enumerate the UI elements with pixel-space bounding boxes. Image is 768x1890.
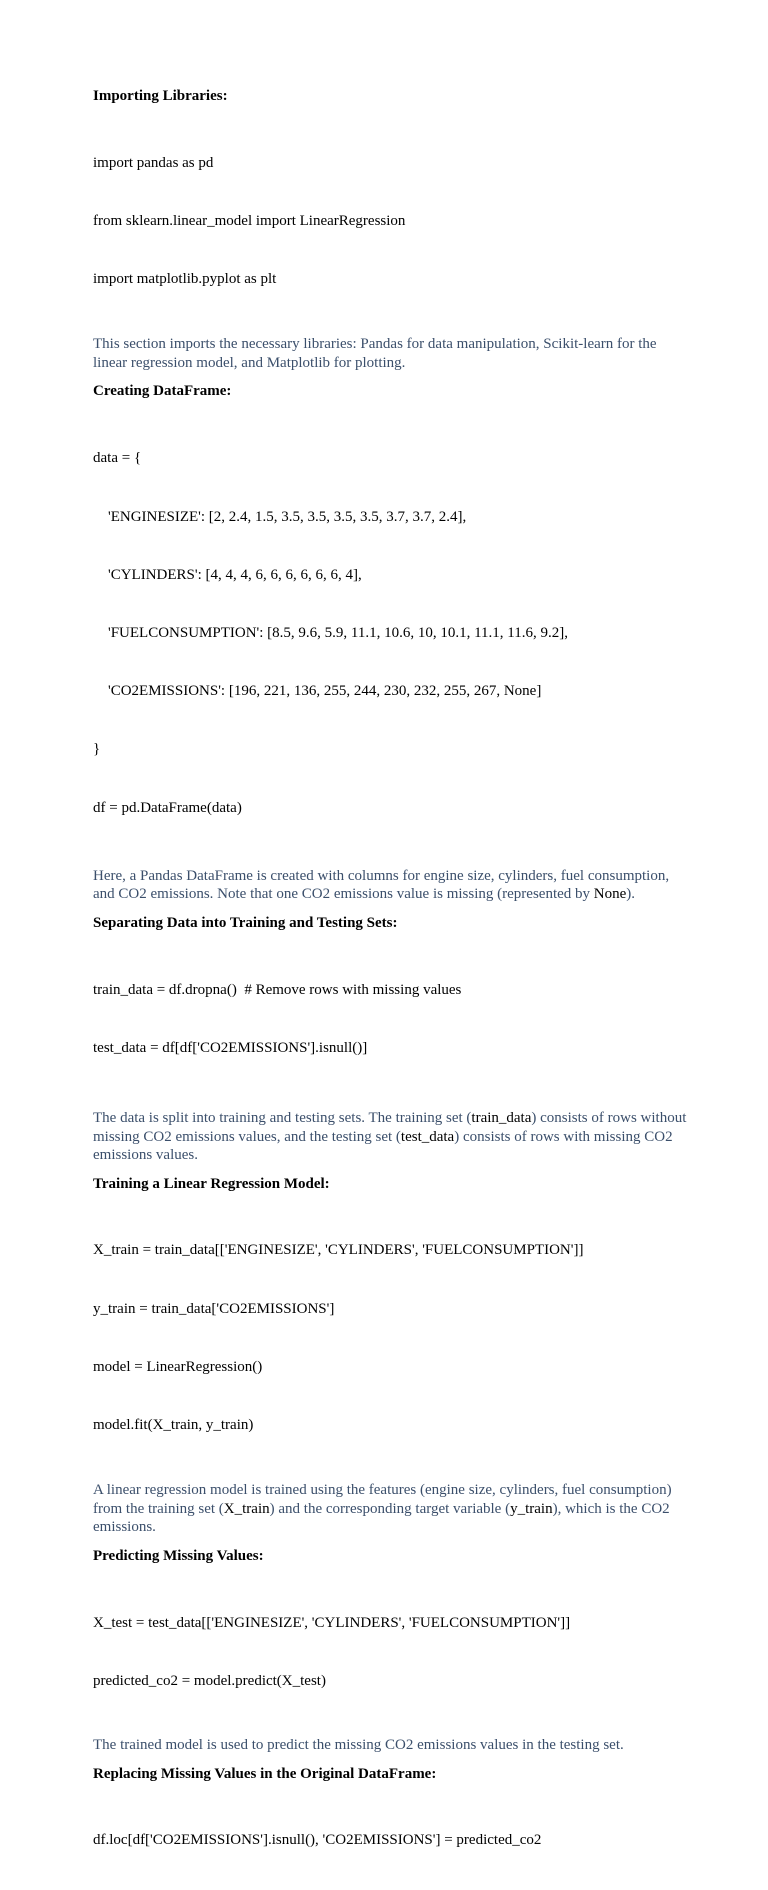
section-heading-importing-libraries: Importing Libraries:	[93, 88, 228, 104]
code-line: df = pd.DataFrame(data)	[93, 799, 242, 816]
code-line: test_data = df[df['CO2EMISSIONS'].isnull()]	[93, 1039, 368, 1056]
code-line: predicted_co2 = model.predict(X_test)	[93, 1672, 326, 1689]
document-page	[93, 87, 693, 1890]
code-block-split	[93, 942, 693, 1097]
code-line: X_test = test_data[['ENGINESIZE', 'CYLINDERS', 'FUELCONSUMPTION']]	[93, 1614, 571, 1631]
section-heading-separating-data: Separating Data into Training and Testing Sets:	[93, 914, 398, 931]
description-text: ).	[626, 886, 636, 903]
code-line: 'ENGINESIZE': [2, 2.4, 1.5, 3.5, 3.5, 3.5, 3.5, 3.7, 3.7, 2.4],	[93, 508, 467, 525]
inline-code: None	[593, 886, 627, 903]
code-line: train_data = df.dropna() # Remove rows with missing values	[93, 981, 462, 998]
section-description: The trained model is used to predict the missing CO2 emissions values in the testing set.	[93, 1737, 624, 1753]
code-line: X_train = train_data[['ENGINESIZE', 'CYLINDERS', 'FUELCONSUMPTION']]	[93, 1242, 584, 1259]
section-description	[93, 1109, 693, 1165]
description-text: Here, a Pandas DataFrame is created with columns for engine size, cylinders, fuel consumption, and CO2 emissions. Note that one CO2 emissions value is missing (represented by	[93, 867, 670, 903]
section-heading-predicting-values: Predicting Missing Values:	[93, 1547, 264, 1564]
inline-code: X_train	[223, 1500, 270, 1517]
code-line: }	[93, 741, 101, 758]
code-line: 'CO2EMISSIONS': [196, 221, 136, 255, 244, 230, 232, 255, 267, None]	[93, 683, 542, 700]
section-description: This section imports the necessary libraries: Pandas for data manipulation, Scikit-learn for the linear regression model, and Matplotlib for plotting.	[93, 336, 657, 371]
code-line: from sklearn.linear_model import LinearRegression	[93, 213, 406, 230]
description-text: ) consists of rows with missing CO2 emissions values.	[93, 1128, 673, 1164]
section-heading-training-model: Training a Linear Regression Model:	[93, 1175, 330, 1192]
code-block-training	[93, 1203, 693, 1475]
code-line: y_train = train_data['CO2EMISSIONS']	[93, 1300, 335, 1317]
section-description	[93, 1481, 693, 1537]
code-line: model = LinearRegression()	[93, 1358, 263, 1375]
inline-code: test_data	[400, 1128, 455, 1145]
description-text: The data is split into training and testing sets. The training set (	[93, 1110, 472, 1127]
code-line: df.loc[df['CO2EMISSIONS'].isnull(), 'CO2EMISSIONS'] = predicted_co2	[93, 1832, 542, 1849]
code-line: 'CYLINDERS': [4, 4, 4, 6, 6, 6, 6, 6, 6, 4],	[93, 566, 362, 583]
description-text: ) and the corresponding target variable (	[269, 1500, 511, 1517]
code-line: 'FUELCONSUMPTION': [8.5, 9.6, 5.9, 11.1, 10.6, 10, 10.1, 11.1, 11.6, 9.2],	[93, 624, 568, 641]
code-block-predicting	[93, 1575, 693, 1730]
code-block-imports	[93, 115, 693, 328]
inline-code: y_train	[510, 1500, 553, 1517]
code-block-replacing	[93, 1793, 693, 1890]
code-block-dataframe	[93, 410, 693, 856]
description-text: A linear regression model is trained using the features (engine size, cylinders, fuel consumption) from the training set (	[93, 1482, 672, 1517]
code-line: import matplotlib.pyplot as plt	[93, 271, 277, 288]
inline-code: train_data	[471, 1110, 532, 1127]
code-line: data = {	[93, 450, 142, 467]
section-heading-replacing-values: Replacing Missing Values in the Original DataFrame:	[93, 1765, 437, 1782]
code-line: model.fit(X_train, y_train)	[93, 1417, 254, 1434]
code-line: import pandas as pd	[93, 154, 214, 171]
section-heading-creating-dataframe: Creating DataFrame:	[93, 383, 232, 400]
section-description	[93, 867, 693, 904]
description-text: ) consists of rows without missing CO2 emissions values, and the testing set (	[93, 1110, 687, 1145]
description-text: ), which is the CO2 emissions.	[93, 1500, 670, 1536]
